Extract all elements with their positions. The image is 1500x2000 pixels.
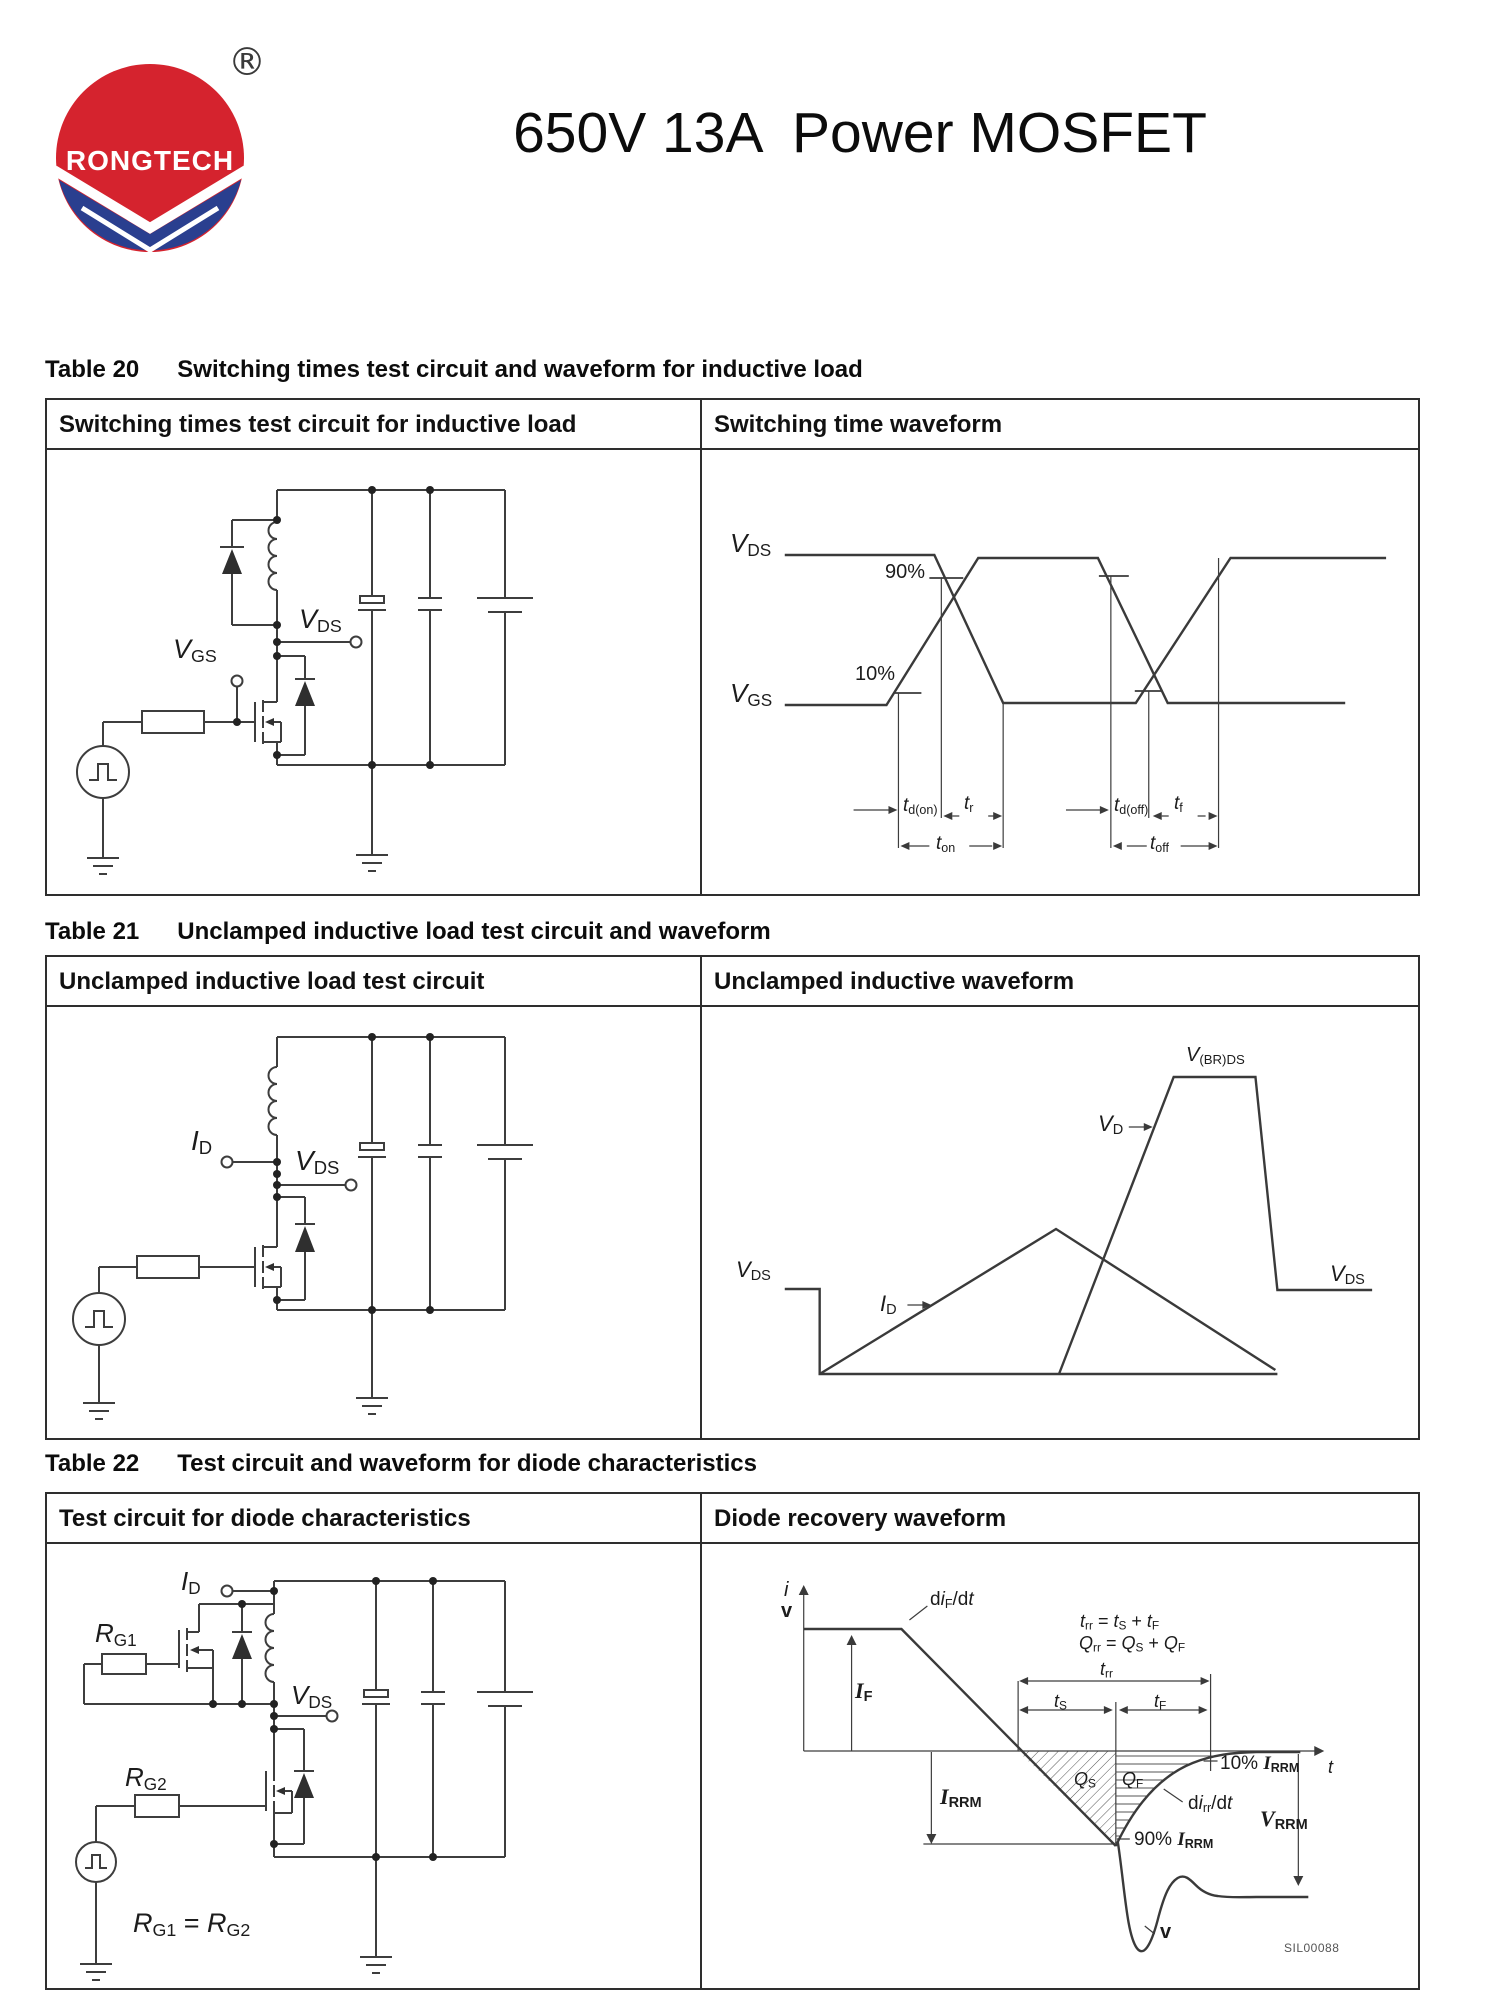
table20 — [45, 398, 1420, 896]
brand-text: RONGTECH — [65, 145, 235, 176]
t22-wf-tf-label: tF — [1154, 1691, 1167, 1713]
t22-wf-trr-formula: trr = tS + tF — [1080, 1611, 1160, 1633]
t21-wf-vd-label: VD — [1098, 1111, 1124, 1139]
table20-caption — [45, 356, 863, 384]
table22-right-header: Diode recovery waveform — [714, 1505, 1007, 1532]
t20-wf-tr-label: tr — [964, 793, 974, 815]
t22-wf-dirrdt-label: dirr/dt — [1188, 1793, 1233, 1815]
table22 — [45, 1492, 1420, 1990]
table21-right-header: Unclamped inductive waveform — [714, 968, 1075, 995]
t20-waveform-svg — [702, 450, 1418, 894]
t22-wf-figure-id: SIL00088 — [1284, 1941, 1340, 1955]
table20-right-header: Switching time waveform — [714, 411, 1003, 438]
table22-body-row — [47, 1544, 1418, 1988]
t21-wf-vbrds-label: V(BR)DS — [1186, 1044, 1245, 1067]
table20-caption-text: Switching times test circuit and waveform for inductive load — [177, 356, 863, 383]
t22-vds-label: VDS — [291, 1680, 333, 1712]
table21-caption — [45, 918, 771, 946]
table22-left-header: Test circuit for diode characteristics — [47, 1494, 702, 1542]
t22-rg-equality-label: RG1 = RG2 — [133, 1908, 251, 1940]
t20-wf-10pct-label: 10% — [855, 663, 896, 685]
table21 — [45, 955, 1420, 1440]
t20-vds-label: VDS — [299, 604, 342, 636]
table22-number: Table 22 — [45, 1450, 140, 1477]
t20-wf-tf-label: tf — [1174, 793, 1183, 815]
table20-body-row — [47, 450, 1418, 894]
t21-circuit-svg — [47, 1007, 700, 1438]
t22-wf-v-label: v — [1160, 1921, 1172, 1943]
t22-wf-axis-i-label: i — [784, 1579, 789, 1601]
table21-circuit-cell — [47, 1007, 702, 1438]
table20-left-header: Switching times test circuit for inductive load — [47, 400, 702, 448]
table22-header-row — [47, 1494, 1418, 1544]
t22-wf-qf-label: QF — [1122, 1769, 1144, 1791]
t21-id-label: ID — [191, 1125, 213, 1159]
t22-wf-irrm-label: IRRM — [940, 1784, 982, 1812]
t20-wf-tdoff-label: td(off) — [1114, 795, 1149, 817]
registered-trademark-icon: ® — [228, 40, 266, 84]
page-title: 650V 13A Power MOSFET — [513, 101, 1207, 165]
t22-wf-qrr-formula: Qrr = QS + QF — [1079, 1633, 1186, 1655]
t22-wf-qs-label: QS — [1074, 1769, 1096, 1791]
t21-wf-id-label: ID — [880, 1291, 897, 1319]
t22-rg1-label: RG1 — [95, 1618, 137, 1650]
table20-number: Table 20 — [45, 356, 140, 383]
t22-wf-ts-label: tS — [1054, 1691, 1067, 1713]
table22-waveform-cell — [702, 1544, 1418, 1988]
company-logo — [52, 58, 252, 258]
t21-wf-vds-left-label: VDS — [736, 1257, 771, 1285]
t20-wf-toff-label: toff — [1150, 833, 1169, 855]
t22-id-label: ID — [181, 1566, 201, 1598]
t21-wf-vds-right-label: VDS — [1330, 1261, 1365, 1289]
t22-wf-trr-label: trr — [1100, 1659, 1113, 1681]
t22-rg2-label: RG2 — [125, 1762, 167, 1794]
t22-wf-axis-t-label: t — [1328, 1757, 1334, 1777]
t22-wf-axis-v-label: v — [781, 1600, 793, 1622]
table21-header-row — [47, 957, 1418, 1007]
table22-circuit-cell — [47, 1544, 702, 1988]
t22-wf-vrrm-label: VRRM — [1260, 1806, 1308, 1834]
table20-circuit-cell — [47, 450, 702, 894]
t22-wf-10pct-irrm-label: 10% IRRM — [1220, 1753, 1300, 1775]
t22-wf-difdt-label: diF/dt — [930, 1589, 974, 1611]
t22-waveform-svg — [702, 1544, 1418, 1988]
table20-header-row — [47, 400, 1418, 450]
logo-graphic — [52, 58, 252, 258]
table22-caption — [45, 1450, 757, 1478]
t21-vds-label: VDS — [295, 1145, 340, 1179]
t22-wf-if-label: IF — [855, 1678, 873, 1706]
t20-wf-90pct-label: 90% — [885, 561, 926, 583]
table22-caption-text: Test circuit and waveform for diode characteristics — [177, 1450, 758, 1477]
t20-vgs-label: VGS — [173, 634, 217, 666]
table21-caption-text: Unclamped inductive load test circuit and waveform — [177, 918, 771, 945]
t20-wf-ton-label: ton — [936, 833, 956, 855]
t20-circuit-svg — [47, 450, 700, 894]
table21-number: Table 21 — [45, 918, 140, 945]
t20-wf-vds-label: VDS — [730, 528, 772, 560]
t20-wf-vgs-label: VGS — [730, 678, 773, 710]
table21-left-header: Unclamped inductive load test circuit — [47, 957, 702, 1005]
t22-wf-90pct-irrm-label: 90% IRRM — [1134, 1829, 1214, 1851]
t20-wf-tdon-label: td(on) — [903, 795, 938, 817]
table20-waveform-cell — [702, 450, 1418, 894]
table21-body-row — [47, 1007, 1418, 1438]
table21-waveform-cell — [702, 1007, 1418, 1438]
t21-waveform-svg — [702, 1007, 1418, 1438]
